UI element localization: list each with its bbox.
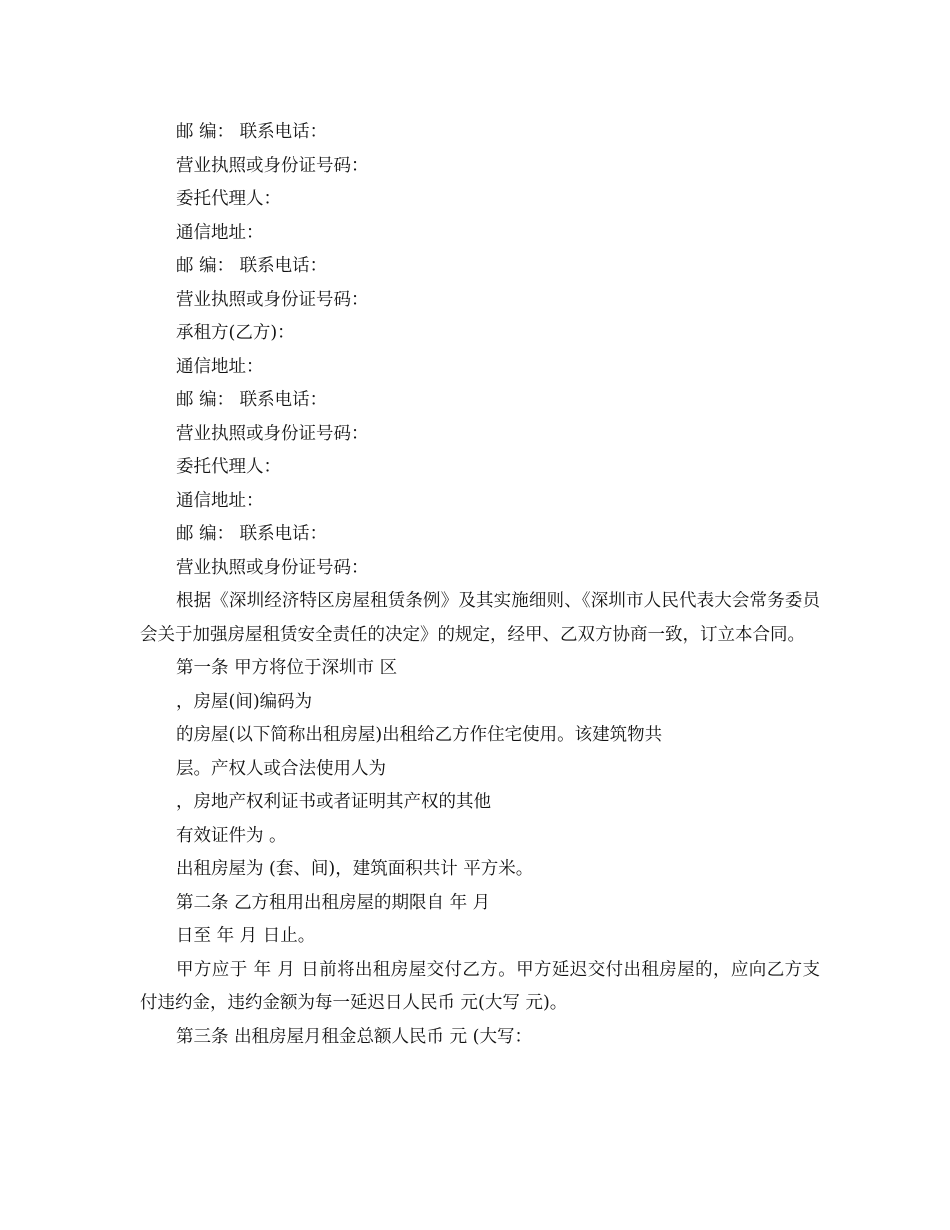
article-1-line-5: ，房地产权利证书或者证明其产权的其他 bbox=[176, 792, 491, 812]
article-2-line-1: 第二条 乙方租用出租房屋的期限自 年 月 bbox=[176, 892, 491, 913]
landlord-agent-license-id: 营业执照或身份证号码： bbox=[176, 289, 369, 310]
delivery-paragraph: 甲方应于 年 月 日前将出租房屋交付乙方。甲方延迟交付出租房屋的，应向乙方支付违约金，违约金额为每一延迟日人民币 元(大写 元)。 bbox=[140, 959, 820, 1013]
tenant-agent-postcode-phone: 邮 编： 联系电话： bbox=[176, 524, 328, 544]
tenant-license-id: 营业执照或身份证号码： bbox=[176, 423, 369, 444]
landlord-agent-address: 通信地址： bbox=[176, 222, 264, 243]
contract-body bbox=[140, 116, 820, 1054]
intro-paragraph: 根据《深圳经济特区房屋租赁条例》及其实施细则、《深圳市人民代表大会常务委员会关于加强房屋租赁安全责任的决定》的规定，经甲、乙双方协商一致，订立本合同。 bbox=[140, 591, 820, 645]
tenant-postcode-phone: 邮 编： 联系电话： bbox=[176, 390, 328, 410]
article-1-line-2: ，房屋(间)编码为 bbox=[176, 691, 313, 712]
landlord-license-id: 营业执照或身份证号码： bbox=[176, 155, 369, 176]
article-1-line-1: 第一条 甲方将位于深圳市 区 bbox=[176, 658, 398, 678]
article-3-line-1: 第三条 出租房屋月租金总额人民币 元 (大写： bbox=[176, 1026, 533, 1047]
landlord-agent-postcode-phone: 邮 编： 联系电话： bbox=[176, 256, 328, 276]
tenant-address: 通信地址： bbox=[176, 356, 264, 377]
article-1-line-3: 的房屋(以下简称出租房屋)出租给乙方作住宅使用。该建筑物共 bbox=[176, 725, 663, 745]
landlord-agent: 委托代理人： bbox=[176, 189, 281, 209]
article-1-line-7: 出租房屋为 (套、间)，建筑面积共计 平方米。 bbox=[176, 859, 534, 879]
landlord-postcode-phone: 邮 编： 联系电话： bbox=[176, 122, 328, 142]
article-1-line-4: 层。产权人或合法使用人为 bbox=[176, 758, 386, 779]
tenant-agent-license-id: 营业执照或身份证号码： bbox=[176, 557, 369, 578]
article-2-line-2: 日至 年 月 日止。 bbox=[176, 926, 316, 946]
tenant-heading: 承租方(乙方)： bbox=[176, 323, 295, 343]
tenant-agent: 委托代理人： bbox=[176, 457, 281, 477]
article-1-line-6: 有效证件为 。 bbox=[176, 825, 287, 846]
tenant-agent-address: 通信地址： bbox=[176, 490, 264, 511]
